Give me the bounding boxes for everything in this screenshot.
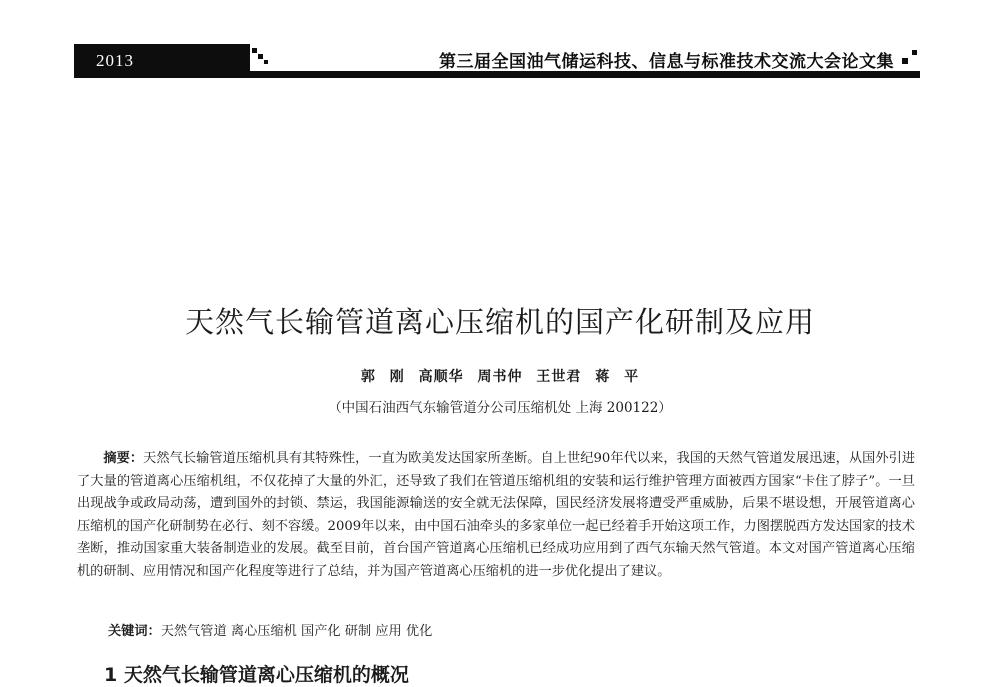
header-ornament-left [252,48,257,53]
header-ornament-left [258,54,263,59]
author-list: 郭 刚 高顺华 周书仲 王世君 蒋 平 [360,369,640,385]
header-year: 2013 [96,51,134,70]
abstract-label: 摘要： [103,451,144,466]
header-ornament-right [912,50,917,55]
keywords-text: 天然气管道 离心压缩机 国产化 研制 应用 优化 [160,624,433,639]
keywords-label: 关键词： [108,624,161,639]
keywords [108,620,432,639]
paper-title: 天然气长输管道离心压缩机的国产化研制及应用 [184,305,815,339]
running-header [74,44,920,78]
header-title-panel [250,44,920,71]
header-ornament-left [264,60,268,64]
header-ornament-right [902,58,908,64]
header-title: 第三届全国油气储运科技、信息与标准技术交流大会论文集 [439,52,894,72]
author-affiliation: （中国石油西气东输管道分公司压缩机处 上海 200122） [328,400,672,416]
section-heading: 1 天然气长输管道离心压缩机的概况 [104,664,409,686]
abstract [77,448,915,584]
abstract-text: 天然气长输管道压缩机具有其特殊性，一直为欧美发达国家所垄断。自上世纪90年代以来，我国的天然气管道发展迅速，从国外引进了大量的管道离心压缩机组，不仅花掉了大量的外汇，还导致了我们在管道压缩机组的安装和运行维护管理方面被西方国家“卡住了脖子”。一旦出现战争或政局动荡，遭到国外的封锁、禁运，我国能源输送的安全就无法保障，国民经济发展将遭受严重威胁，后果不堪设想，开展管道离心压缩机的国产化研制势在必行、刻不容缓。2009年以来，由中国石油牵头的多家单位一起已经着手开始这项工作，力图摆脱西方发达国家的技术垄断，推动国家重大装备制造业的发展。截至目前，首台国产管道离心压缩机已经成功应用到了西气东输天然气管道。本文对国产管道离心压缩机的研制、应用情况和国产化程度等进行了总结，并为国产管道离心压缩机的进一步优化提出了建议。 [77,451,916,579]
